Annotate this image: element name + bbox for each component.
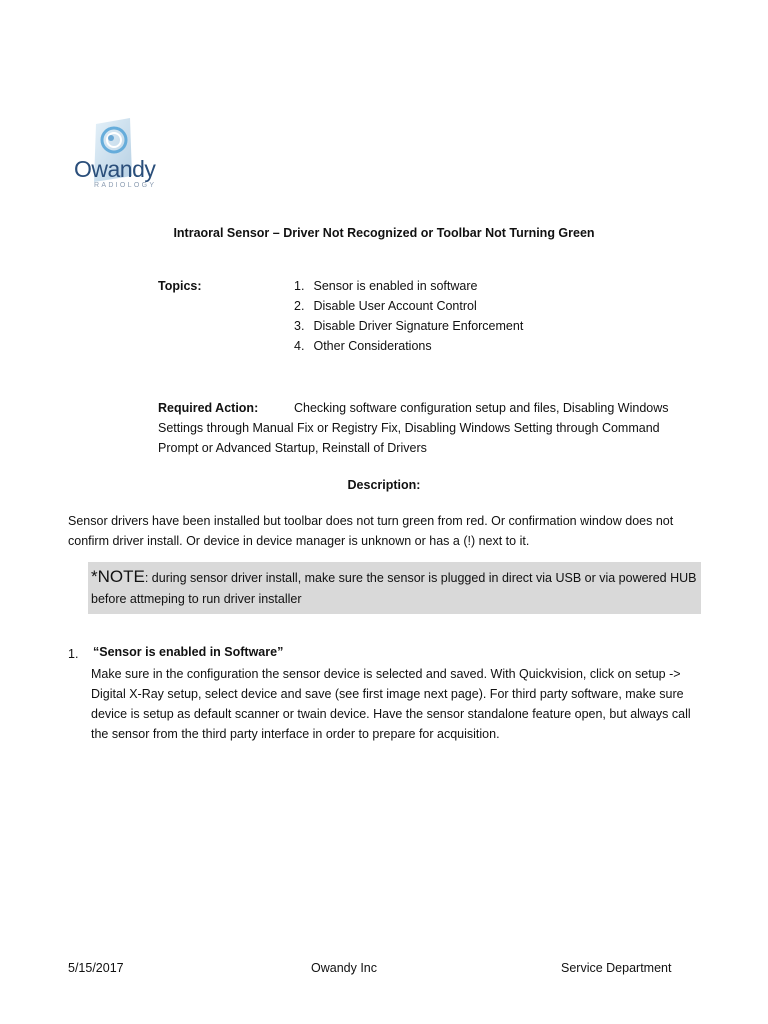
- description-body: Sensor drivers have been installed but toolbar does not turn green from red. Or confirmation window does not confirm driver install. Or device in device manager is unknown or has a (!) next to it.: [68, 514, 674, 548]
- section-title: “Sensor is enabled in Software”: [93, 645, 284, 659]
- note-text: : during sensor driver install, make sure the sensor is plugged in direct via USB or via powered HUB before attmeping to run driver installer: [91, 571, 697, 606]
- note-prefix: *NOTE: [91, 567, 145, 586]
- list-item: 2. Disable User Account Control: [294, 299, 477, 313]
- logo-wordmark: Owandy: [74, 156, 156, 182]
- required-action: [158, 398, 698, 458]
- section-number: 1.: [68, 647, 79, 661]
- list-item: 4. Other Considerations: [294, 339, 432, 353]
- section-body: Make sure in the configuration the sensor device is selected and saved. With Quickvision, click on setup -> Digital X-Ray setup, select device and save (see first image next page). For third party software, make sure device is setup as default scanner or twain device. Have the sensor standalone feature open, but always call the sensor from the third party interface in order to prepare for acquisition.: [91, 667, 691, 741]
- description-heading: Description:: [347, 478, 421, 492]
- list-item: 1. Sensor is enabled in software: [294, 279, 478, 293]
- required-action-text: Checking software configuration setup and files, Disabling Windows Settings through Manual Fix or Registry Fix, Disabling Windows Setting through Command Prompt or Advanced Startup, Reinstall of Drivers: [158, 401, 669, 455]
- topics-label: Topics:: [158, 279, 202, 293]
- logo-subtitle: RADIOLOGY: [94, 182, 157, 189]
- document-title: Intraoral Sensor – Driver Not Recognized or Toolbar Not Turning Green: [173, 226, 595, 240]
- owandy-logo: [72, 118, 162, 196]
- list-item: 3. Disable Driver Signature Enforcement: [294, 319, 524, 333]
- footer-date: 5/15/2017: [68, 961, 124, 975]
- footer-company: Owandy Inc: [311, 961, 378, 975]
- note-box: [88, 562, 701, 614]
- footer-department: Service Department: [561, 961, 672, 975]
- required-action-label: Required Action:: [158, 401, 259, 415]
- topics-list: [294, 279, 523, 359]
